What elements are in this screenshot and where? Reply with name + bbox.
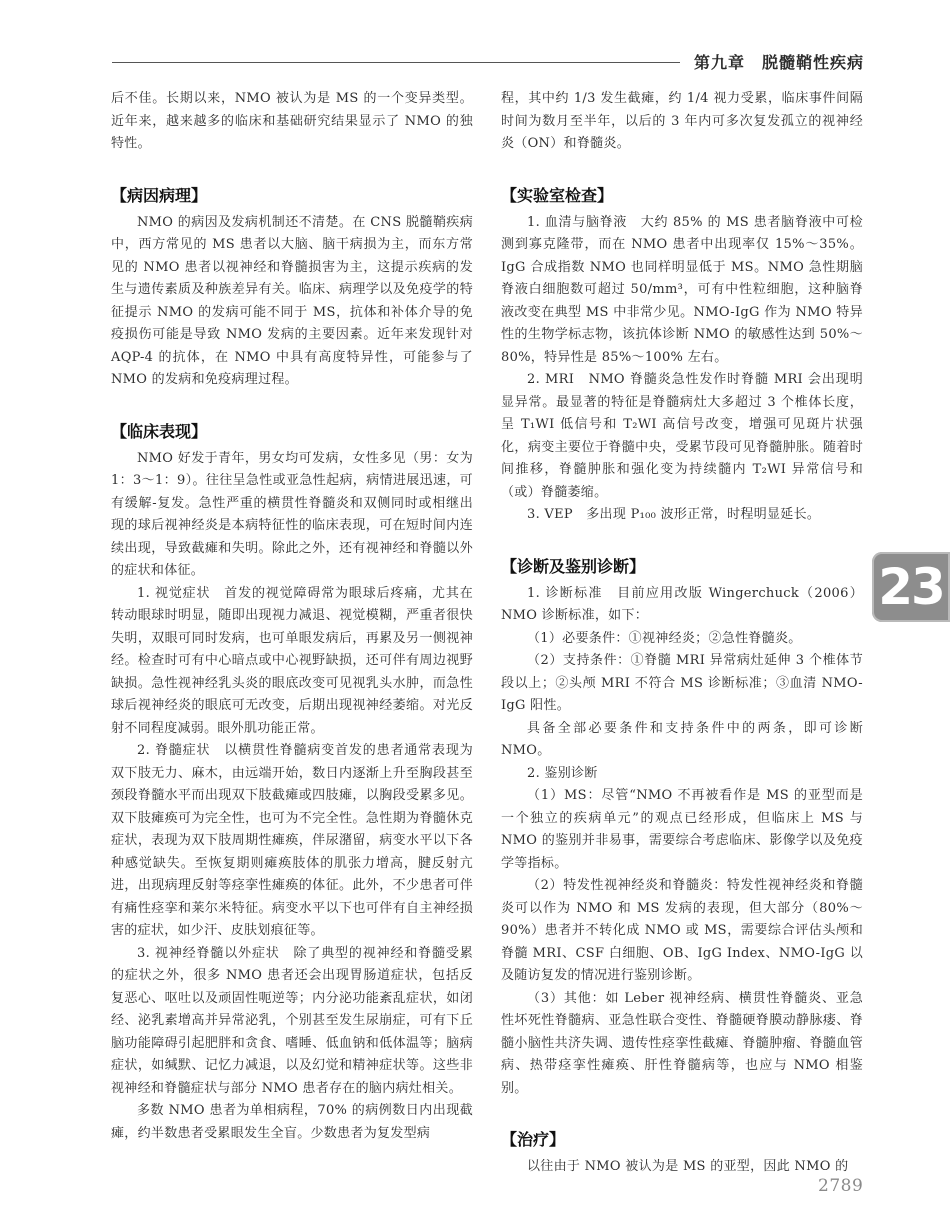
etiology-paragraph: NMO 的病因及发病机制还不清楚。在 CNS 脱髓鞘疾病中，西方常见的 MS 患者以大脑、脑干病损为主，而东方常见的 NMO 患者以视神经和脊髓损害为主，这提示疾病的发生与遗传素质及种族差异有关。临床、病理学以及免疫学的特征提示 NMO 的发病可能不同于 MS，抗体和补体介导的免疫损伤可能是导致 NMO 发病的主要因素。近年来发现针对 AQP-4 的抗体，在 NMO 中具有高度特异性，可能参与了 NMO 的发病和免疫病理过程。 — [111, 214, 473, 387]
heading-treatment: 【治疗】 — [501, 1130, 566, 1149]
differential-ms: （1）MS：尽管“NMO 不再被看作是 MS 的亚型而是一个独立的疾病单元”的观点已经形成，但临床上 MS 与 NMO 的鉴别并非易事，需要综合考虑临床、影像学以及免疫学等指标。 — [501, 788, 863, 871]
heading-diagnosis: 【诊断及鉴别诊断】 — [501, 556, 646, 576]
differential-heading: 2. 鉴别诊断 — [527, 765, 598, 781]
supporting-conditions: （2）支持条件：①脊髓 MRI 异常病灶延伸 3 个椎体节段以上；②头颅 MRI 不符合 MS 诊断标准；③血清 NMO-IgG 阳性。 — [501, 653, 863, 713]
differential-idiopathic: （2）特发性视神经炎和脊髓炎：特发性视神经炎和脊髓炎可以作为 NMO 和 MS 发病的表现，但大部分（80%～90%）患者并不转化成 NMO 或 MS，需要综合评估头颅和脊髓 MRI、CSF 白细胞、OB、IgG Index、NMO-IgG 以及随访复发的情况进行鉴别诊断。 — [501, 878, 863, 983]
intro-paragraph: 后不佳。长期以来，NMO 被认为是 MS 的一个变异类型。近年来，越来越多的临床和基础研究结果显示了 NMO 的独特性。 — [111, 91, 473, 151]
required-conditions: （1）必要条件：①视神经炎；②急性脊髓炎。 — [527, 630, 802, 646]
page-number: 2789 — [818, 1176, 864, 1196]
csf-paragraph: 1. 血清与脑脊液 大约 85% 的 MS 患者脑脊液中可检测到寡克隆带，而在 NMO 患者中出现率仅 15%～35%。IgG 合成指数 NMO 也同样明显低于 MS。NMO 急性期脑脊液白细胞数可超过 50/mm³，可有中性粒细胞，这种脑脊液改变在典型 MS 中非常少见。NMO-IgG 作为 NMO 特异性的生物学标志物，该抗体诊断 NMO 的敏感性达到 50%～80%，特异性是 85%～100% 左右。 — [501, 214, 863, 365]
diagnosis-conclusion: 具备全部必要条件和支持条件中的两条，即可诊断 NMO。 — [501, 720, 863, 758]
continued-paragraph: 程，其中约 1/3 发生截瘫，约 1/4 视力受累，临床事件间隔时间为数月至半年，以后的 3 年内可多次复发孤立的视神经炎（ON）和脊髓炎。 — [501, 91, 863, 151]
course-paragraph: 多数 NMO 患者为单相病程，70% 的病例数日内出现截瘫，约半数患者受累眼发生全盲。少数患者为复发型病 — [111, 1103, 473, 1141]
clinical-paragraph: NMO 好发于青年，男女均可发病，女性多见（男：女为 1：3～1：9）。往往呈急性或亚急性起病，病情进展迅速，可有缓解-复发。急性严重的横贯性脊髓炎和双侧同时或相继出现的球后视神经炎是本病特征性的临床表现，可在短时间内连续出现，导致截瘫和失明。除此之外，还有视神经和脊髓以外的症状和体征。 — [111, 450, 473, 578]
differential-other: （3）其他：如 Leber 视神经病、横贯性脊髓炎、亚急性坏死性脊髓病、亚急性联合变性、脊髓硬脊膜动静脉瘘、脊髓小脑性共济失调、遗传性痉挛性截瘫、脊髓肿瘤、脊髓血管病、热带痉挛性瘫痪、肝性脊髓病等，也应与 NMO 相鉴别。 — [501, 990, 863, 1096]
mri-paragraph: 2. MRI NMO 脊髓炎急性发作时脊髓 MRI 会出现明显异常。最显著的特征是脊髓病灶大多超过 3 个椎体长度，呈 T₁WI 低信号和 T₂WI 高信号改变，增强可见斑片状强化，病变主要位于脊髓中央，受累节段可见脊髓肿胀。随着时间推移，脊髓肿胀和强化变为持续髓内 T₂WI 异常信号和（或）脊髓萎缩。 — [501, 372, 863, 500]
chapter-title: 第九章 脱髓鞘性疾病 — [693, 53, 864, 72]
header-rule — [112, 62, 680, 63]
heading-clinical: 【临床表现】 — [111, 421, 208, 441]
chapter-tab: 23 — [872, 552, 950, 622]
heading-etiology: 【病因病理】 — [111, 185, 208, 205]
left-column — [111, 88, 473, 1145]
visual-symptoms-paragraph: 1. 视觉症状 首发的视觉障碍常为眼球后疼痛，尤其在转动眼球时明显，随即出现视力减退、视觉模糊，严重者很快失明，双眼可同时发病，也可单眼发病后，再累及另一侧视神经。检查时可有中心暗点或中心视野缺损，还可伴有周边视野缺损。急性视神经乳头炎的眼底改变可见视乳头水肿，而急性球后视神经炎的眼底可无改变，后期出现视神经萎缩。对光反射不同程度减弱。眼外肌功能正常。 — [111, 585, 473, 736]
right-column — [501, 88, 863, 1179]
vep-paragraph: 3. VEP 多出现 P₁₀₀ 波形正常，时程明显延长。 — [527, 507, 821, 522]
criteria-paragraph: 1. 诊断标准 目前应用改版 Wingerchuck（2006）NMO 诊断标准，如下： — [501, 585, 863, 623]
treatment-paragraph: 以往由于 NMO 被认为是 MS 的亚型，因此 NMO 的 — [527, 1159, 849, 1174]
other-symptoms-paragraph: 3. 视神经脊髓以外症状 除了典型的视神经和脊髓受累的症状之外，很多 NMO 患者还会出现胃肠道症状，包括反复恶心、呕吐以及顽固性呃逆等；内分泌功能紊乱症状，如闭经、泌乳素增高并异常泌乳，个别甚至发生尿崩症，可有下丘脑功能障碍引起肥胖和贪食、嗜睡、低血钠和低体温等；脑病症状，如缄默、记忆力减退，以及幻觉和精神症状等。这些非视神经和脊髓症状与部分 NMO 患者存在的脑内病灶相关。 — [111, 945, 473, 1096]
heading-lab: 【实验室检查】 — [501, 185, 614, 205]
spinal-symptoms-paragraph: 2. 脊髓症状 以横贯性脊髓病变首发的患者通常表现为双下肢无力、麻木，由远端开始，数日内逐渐上升至胸段甚至颈段脊髓水平而出现双下肢截瘫或四肢瘫，以胸段受累多见。双下肢瘫痪可为完全性，也可为不完全性。急性期为脊髓休克症状，表现为双下肢周期性瘫痪，伴尿潴留，病变水平以下各种感觉缺失。至恢复期则瘫痪肢体的肌张力增高，腱反射亢进，出现病理反射等痉挛性瘫痪的体征。此外，不少患者可伴有痛性痉挛和莱尔米特征。病变水平以下也可伴有自主神经损害的症状，如少汗、皮肤划痕征等。 — [111, 743, 473, 938]
